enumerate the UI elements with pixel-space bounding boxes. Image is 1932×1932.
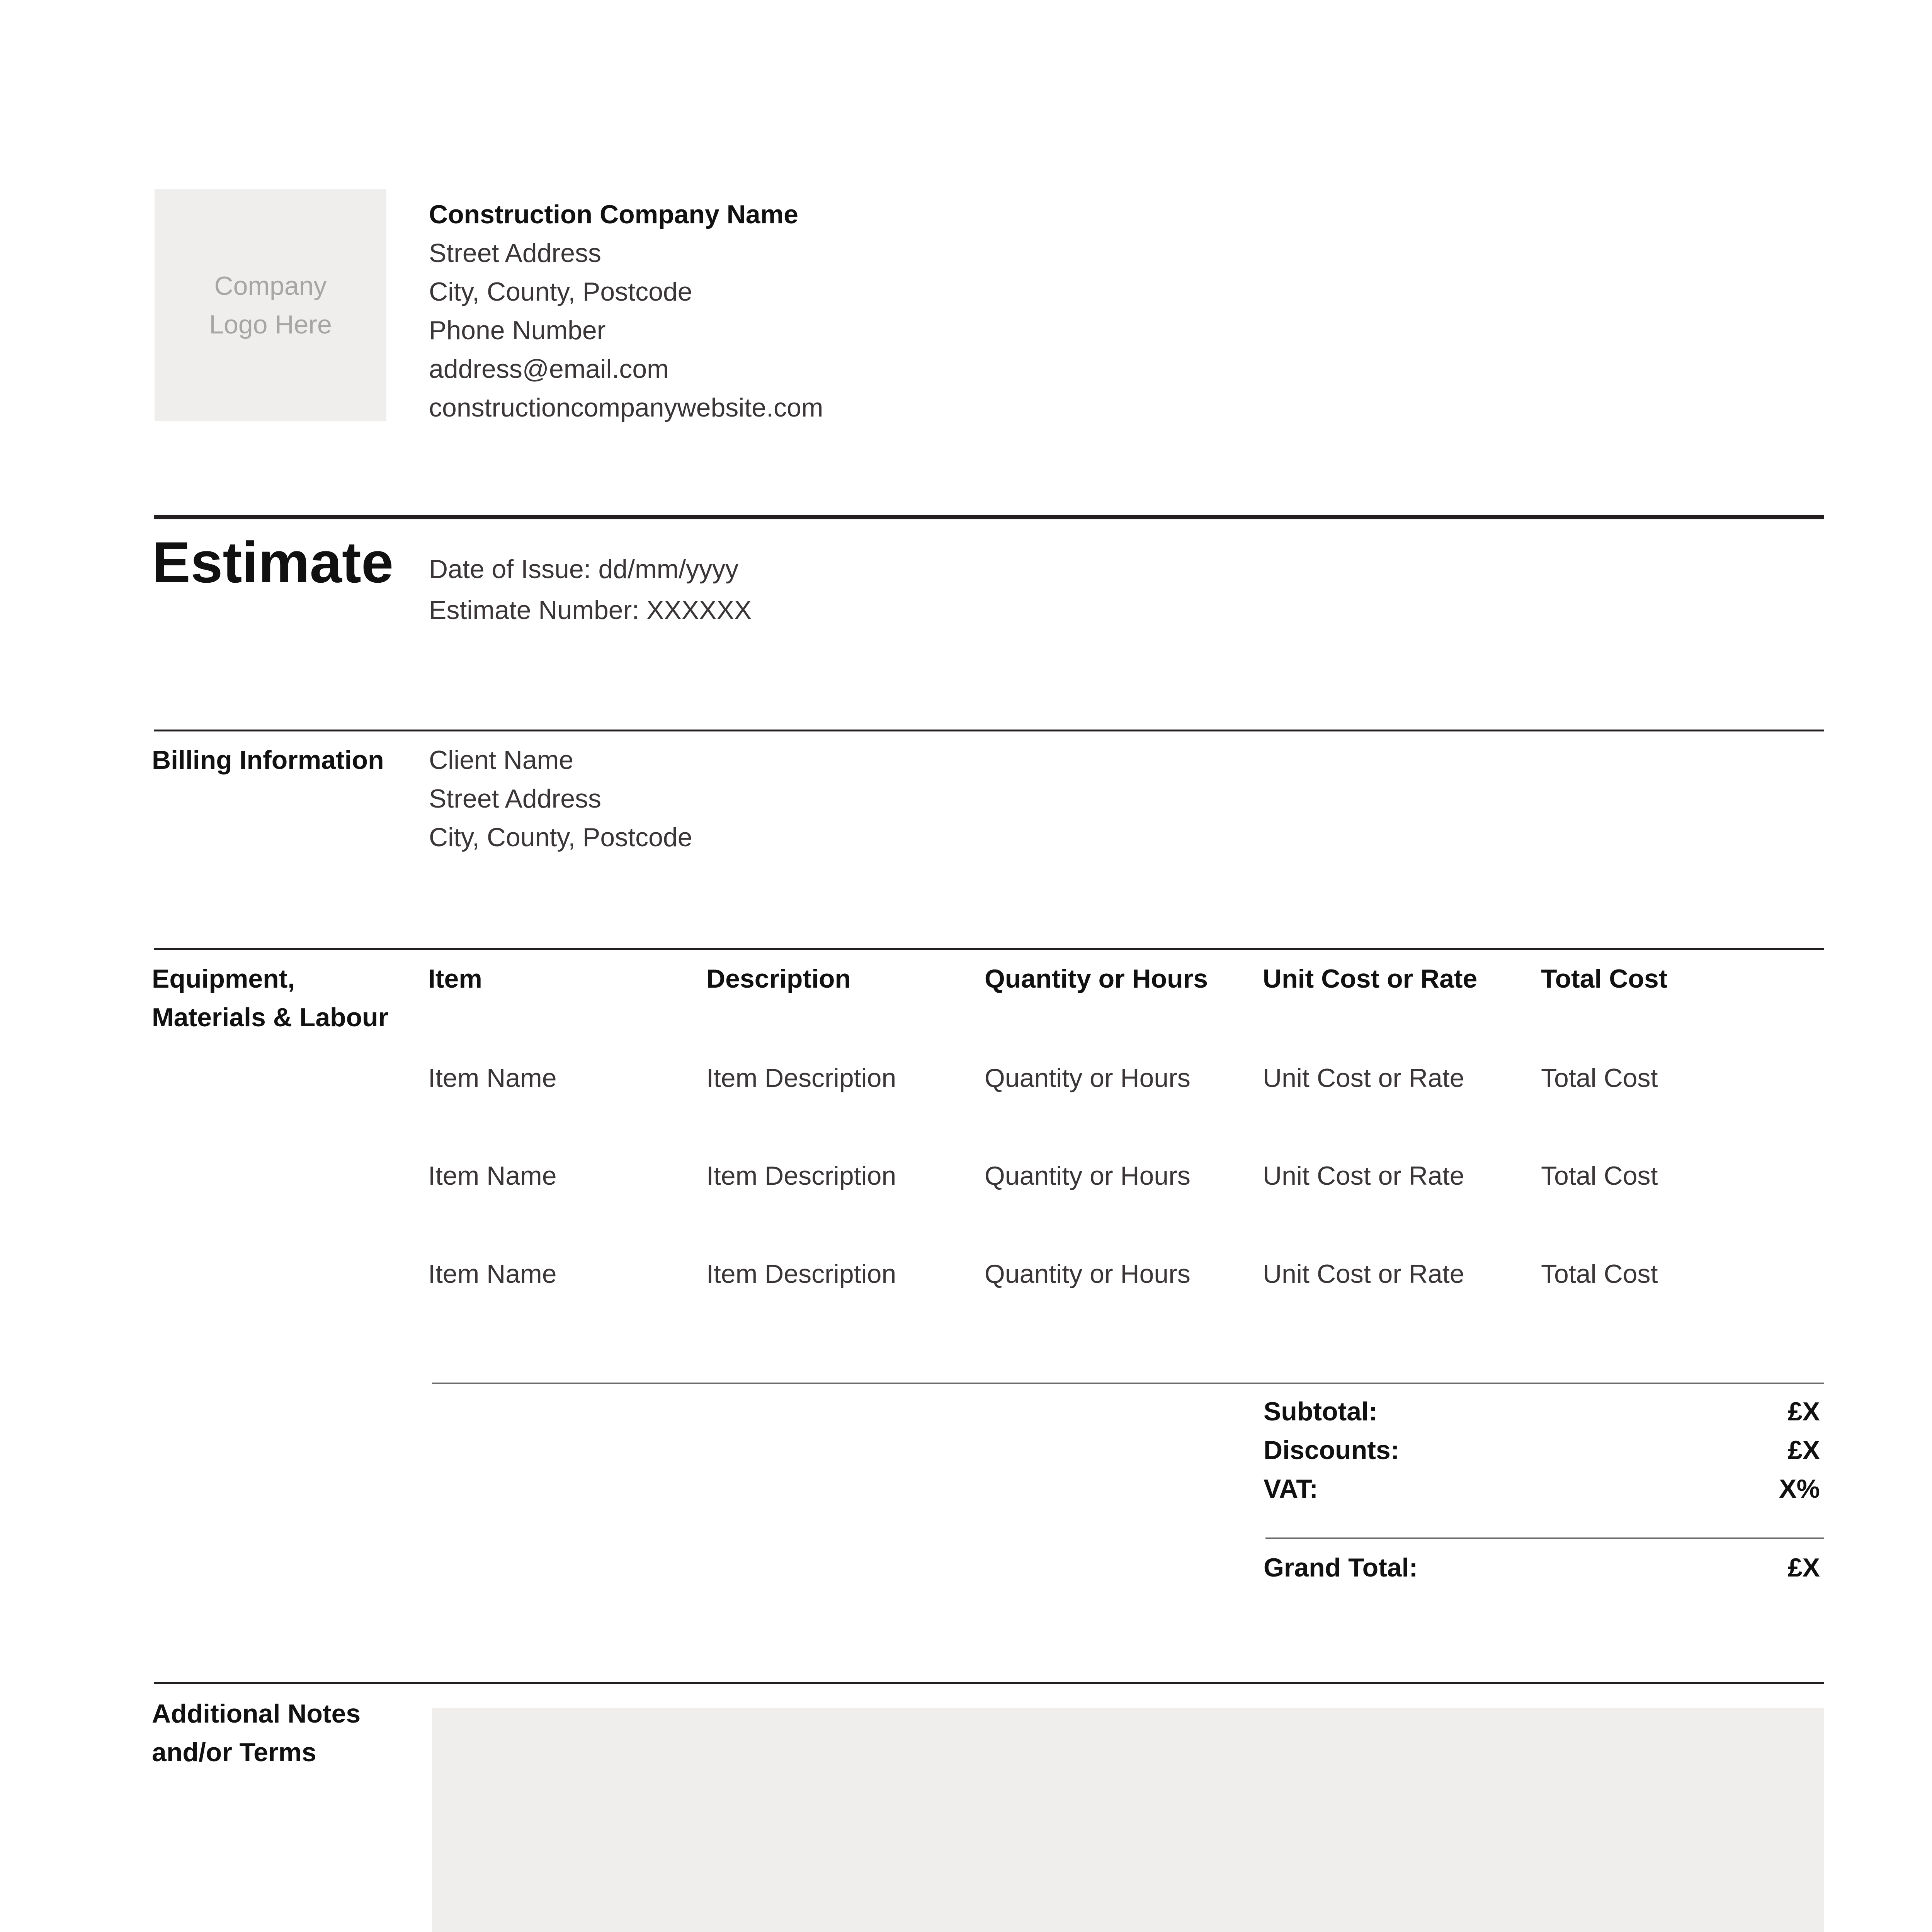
page-title: Estimate [152, 530, 394, 595]
notes-label-line2: and/or Terms [152, 1738, 316, 1767]
estimate-meta [429, 549, 752, 631]
vat-label: VAT: [1264, 1474, 1318, 1503]
cell-quantity: Quantity or Hours [985, 1063, 1190, 1093]
company-website: constructioncompanywebsite.com [429, 393, 823, 422]
company-info [429, 195, 823, 427]
cell-unit-cost: Unit Cost or Rate [1263, 1259, 1464, 1289]
logo-placeholder-line2: Logo Here [209, 310, 332, 339]
cell-quantity: Quantity or Hours [985, 1259, 1190, 1289]
cell-quantity: Quantity or Hours [985, 1161, 1190, 1190]
client-street: Street Address [429, 784, 602, 813]
client-city: City, County, Postcode [429, 823, 692, 852]
notes-label-line1: Additional Notes [152, 1699, 361, 1728]
date-of-issue: Date of Issue: dd/mm/yyyy [429, 554, 739, 584]
company-logo-placeholder [155, 189, 386, 421]
company-name: Construction Company Name [429, 200, 798, 229]
estimate-number: Estimate Number: XXXXXX [429, 595, 752, 625]
grand-total-divider [1265, 1537, 1824, 1539]
cell-total-cost: Total Cost [1541, 1161, 1658, 1190]
vat-value: X% [1779, 1474, 1820, 1503]
heading-divider [154, 515, 1824, 519]
cell-item-name: Item Name [428, 1259, 557, 1289]
logo-placeholder-line1: Company [214, 271, 327, 301]
client-name: Client Name [429, 745, 574, 775]
billing-address [429, 741, 692, 857]
cell-item-description: Item Description [706, 1161, 896, 1190]
discounts-value: £X [1787, 1435, 1820, 1465]
company-street: Street Address [429, 238, 602, 268]
billing-divider [154, 730, 1824, 731]
cell-item-description: Item Description [706, 1063, 896, 1093]
notes-box[interactable] [432, 1708, 1824, 1932]
cell-unit-cost: Unit Cost or Rate [1263, 1161, 1464, 1190]
column-header-item: Item [428, 964, 482, 993]
billing-label: Billing Information [152, 745, 384, 775]
subtotal-label: Subtotal: [1264, 1397, 1378, 1426]
cell-total-cost: Total Cost [1541, 1063, 1658, 1093]
column-header-unit-cost: Unit Cost or Rate [1263, 964, 1478, 993]
cell-unit-cost: Unit Cost or Rate [1263, 1063, 1464, 1093]
cell-item-name: Item Name [428, 1063, 557, 1093]
grand-total-value: £X [1787, 1553, 1820, 1582]
subtotal-value: £X [1787, 1397, 1820, 1426]
company-phone: Phone Number [429, 316, 606, 345]
items-label-line2: Materials & Labour [152, 1003, 389, 1032]
company-city: City, County, Postcode [429, 277, 692, 306]
cell-item-description: Item Description [706, 1259, 896, 1289]
discounts-label: Discounts: [1264, 1435, 1400, 1465]
grand-total-label: Grand Total: [1264, 1553, 1418, 1582]
company-email: address@email.com [429, 354, 669, 384]
column-header-total-cost: Total Cost [1541, 964, 1668, 993]
items-divider [154, 948, 1824, 950]
cell-item-name: Item Name [428, 1161, 557, 1190]
totals-divider [432, 1383, 1824, 1384]
items-label [152, 959, 388, 1037]
notes-divider [154, 1682, 1824, 1684]
column-header-quantity: Quantity or Hours [985, 964, 1208, 993]
notes-label [152, 1694, 361, 1772]
column-header-description: Description [706, 964, 851, 993]
cell-total-cost: Total Cost [1541, 1259, 1658, 1289]
items-label-line1: Equipment, [152, 964, 295, 993]
